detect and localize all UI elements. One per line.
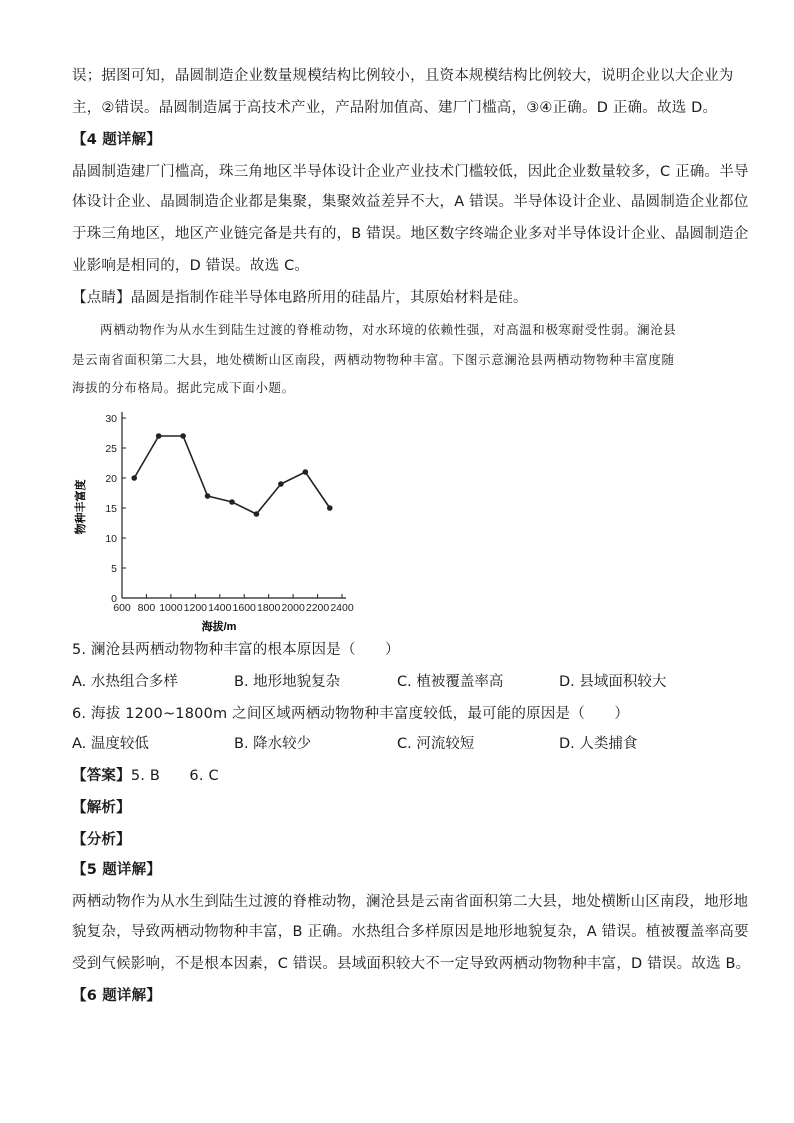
text-line: 误；据图可知，晶圆制造企业数量规模结构比例较小，且资本规模结构比例较大，说明企业以大企业为 — [72, 68, 734, 84]
text-line: 主，②错误。晶圆制造属于高技术产业，产品附加值高、建厂门槛高，③④正确。D 正确。故选 D。 — [72, 100, 718, 116]
x-tick-label: 1400 — [208, 602, 232, 614]
answer-text: 5. B 6. C — [130, 768, 219, 784]
q6-option-d[interactable]: D. 人类捕食 — [559, 736, 638, 752]
question-5: 5. 澜沧县两栖动物物种丰富的根本原因是（ ） — [72, 642, 400, 658]
x-tick-label: 1800 — [256, 602, 281, 614]
y-tick-label: 5 — [111, 563, 117, 575]
x-tick-label: 2200 — [305, 602, 330, 614]
y-tick-label: 15 — [105, 503, 117, 515]
x-axis-label: 海拔/m — [201, 621, 237, 633]
data-point — [303, 469, 309, 475]
passage-line: 海拔的分布格局。据此完成下面小题。 — [72, 380, 295, 395]
y-tick-label: 25 — [105, 443, 117, 455]
answer-label: 【答案】 — [72, 768, 131, 784]
x-tick-label: 2400 — [330, 602, 354, 614]
y-tick-label: 30 — [105, 413, 117, 425]
q5-option-b[interactable]: B. 地形地貌复杂 — [234, 674, 341, 690]
analysis-heading: 【解析】 — [72, 800, 131, 816]
y-axis-label: 物种丰富度 — [75, 479, 87, 535]
x-tick-label: 2000 — [281, 602, 305, 614]
text-line: 两栖动物作为从水生到陆生过渡的脊椎动物，澜沧县是云南省面积第二大县，地处横断山区南段，地形地 — [72, 894, 749, 910]
q6-option-c[interactable]: C. 河流较短 — [397, 736, 475, 752]
data-point — [278, 481, 284, 487]
tip-line: 【点睛】晶圆是指制作硅半导体电路所用的硅晶片，其原始材料是硅。 — [72, 290, 528, 306]
q5-option-c[interactable]: C. 植被覆盖率高 — [397, 674, 504, 690]
breakdown-heading: 【分析】 — [72, 832, 131, 848]
data-point — [180, 433, 186, 439]
data-point — [131, 475, 137, 481]
data-point — [327, 505, 333, 511]
answer-line — [72, 766, 732, 786]
x-tick-label: 800 — [137, 602, 156, 614]
text-line: 体设计企业、晶圆制造企业都是集聚，集聚效益差异不大，A 错误。半导体设计企业、晶圆制造企业都位 — [72, 194, 749, 210]
section-heading: 【5 题详解】 — [72, 862, 162, 878]
q5-option-d[interactable]: D. 县域面积较大 — [559, 674, 667, 690]
text-line: 貌复杂，导致两栖动物物种丰富，B 正确。水热组合多样原因是地形地貌复杂，A 错误。植被覆盖率高要 — [72, 924, 749, 940]
q6-option-a[interactable]: A. 温度较低 — [72, 736, 149, 752]
y-tick-label: 0 — [111, 593, 117, 605]
data-point — [156, 433, 162, 439]
text-line: 业影响是相同的，D 错误。故选 C。 — [72, 258, 310, 274]
data-point — [205, 493, 211, 499]
q5-option-a[interactable]: A. 水热组合多样 — [72, 674, 178, 690]
x-tick-label: 600 — [113, 602, 131, 614]
question-6: 6. 海拔 1200~1800m 之间区域两栖动物物种丰富度较低，最可能的原因是（ ） — [72, 706, 630, 722]
x-tick-label: 1000 — [159, 602, 183, 614]
data-points — [131, 433, 332, 517]
text-line: 受到气候影响，不是根本因素，C 错误。县域面积较大不一定导致两栖动物物种丰富，D 错误。故选 B。 — [72, 956, 751, 972]
section-heading: 【4 题详解】 — [72, 132, 162, 148]
y-tick-label: 10 — [105, 533, 117, 545]
y-tick-label: 20 — [105, 473, 117, 485]
passage-line: 两栖动物作为从水生到陆生过渡的脊椎动物，对水环境的依赖性强，对高温和极寒耐受性弱。澜沧县 — [100, 322, 677, 337]
chart-ticks — [105, 413, 354, 614]
passage-line: 是云南省面积第二大县，地处横断山区南段，两栖动物物种丰富。下图示意澜沧县两栖动物物种丰富度随 — [72, 352, 675, 367]
section-heading: 【6 题详解】 — [72, 988, 162, 1004]
data-point — [229, 499, 235, 505]
q6-option-b[interactable]: B. 降水较少 — [234, 736, 312, 752]
text-line: 于珠三角地区，地区产业链完备是共有的，B 错误。地区数字终端企业多对半导体设计企业、晶圆制造企 — [72, 226, 749, 242]
x-tick-label: 1200 — [183, 602, 208, 614]
x-tick-label: 1600 — [232, 602, 256, 614]
text-line: 晶圆制造建厂门槛高，珠三角地区半导体设计企业产业技术门槛较低，因此企业数量较多，C 正确。半导 — [72, 164, 749, 180]
data-point — [254, 511, 260, 517]
richness-altitude-chart — [72, 404, 372, 636]
